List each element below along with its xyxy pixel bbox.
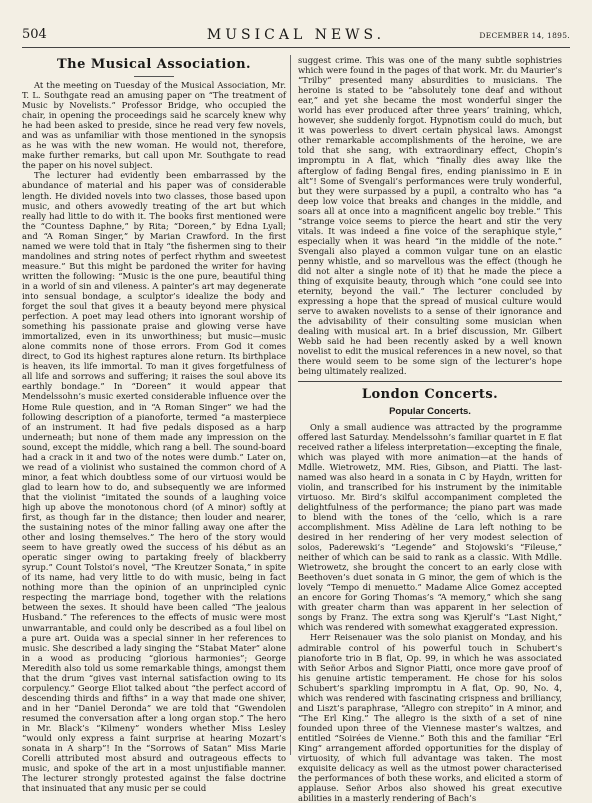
article-paragraph: At the meeting on Tuesday of the Musical Association, Mr. T. L. Southgate read an amusing paper on “The treatment of Music by Novelists.” Professor Bridge, who occupied the chair, in opening the proceedings said he scarcely knew why he had been asked to preside, since he read very few novels, and was as unfamiliar with those mentioned in the synopsis as he was with the new woman. He would not, therefore, make further remarks, but call upon Mr. Southgate to read the paper on his novel subject. <box>22 80 286 171</box>
article-continuation: suggest crime. This was one of the many subtle sophistries which were found in the pages of that work. Mr. du Maurier’s “Trilby” presented many absurdities to musicians. The heroine is stated to be “absolutely tone deaf and without ear,” and yet she became the most wonderful singer the world has ever produced after three years’ training, which, however, she suddenly forgot. Hypnotism could do much, but it was powerless to divert certain physical laws. Amongst other remarkable accomplishments of the heroine, we are told that she sang, with extraordinary effect, Chopin’s impromptu in A flat, which “finally dies away like the afterglow of fading Bengal fires, ending pianissimo in E in alt”! Some of Svengali’s performances were truly wonderful, but they were surpassed by a pupil, a contralto who has “a deep low voice that breaks and changes in the middle, and soars all at once into a magnificent angelic boy treble.” This “strange voice seems to pierce the heart and stir the very vitals. It was indeed a fine voice of the seraphique style,” especially when it was heard “in the middle of the note.” Svengali also played a common vulgar tune on an elastic penny whistle, and so marvellous was the effect (though he did not alter a single note of it) that he made the piece a thing of exquisite beauty, through which “one could see into eternity, beyond the vail.” The lecturer concluded by expressing a hope that the spread of musical culture would serve to awaken novelists to a sense of their ignorance and the advisability of their consulting some musician when dealing with musical art. In a brief discussion, Mr. Gilbert Webb said he had been recently asked by a well known novelist to edit the musical references in a new novel, so that there would seem to be some sign of the lecturer’s hope being ultimately realized. <box>298 55 562 377</box>
journal-title: MUSICAL NEWS. <box>206 27 386 43</box>
left-column <box>22 55 286 794</box>
article-paragraph: Herr Reisenauer was the solo pianist on Monday, and his admirable control of his powerful touch in Schubert’s pianoforte trio in B flat, Op. 99, in which he was associated with Señor Arbos and Signor Piatti, once more gave proof of his genuine artistic temperament. He chose for his solos Schubert’s sparkling impromptu in A flat, Op. 90, No. 4, which was rendered with fascinating crispness and brilliancy, and Liszt’s paraphrase, “Allegro con strepito” in A minor, and “The Erl King.” The allegro is the sixth of a set of nine founded upon three of the Viennese master’s waltzes, and entitled “Soirées de Vienne.” Both this and the familiar “Erl King” arrangement afforded opportunities for the display of virtuosity, of which full advantage was taken. The most exquisite delicacy as well as the utmost power characterised the performances of both these works, and elicited a storm of applause. Señor Arbos also showed his great executive abilities in a masterly rendering of Bach’s <box>298 632 562 803</box>
column-divider <box>290 55 291 755</box>
running-head <box>22 27 570 48</box>
subheading-divider <box>410 418 450 419</box>
article-paragraph: Only a small audience was attracted by the programme offered last Saturday. Mendelssohn’s familiar quartet in E flat received rather a lifeless interpretation—excepting the finale, which was played with more animation—at the hands of Mdlle. Wietrowetz, MM. Ries, Gibson, and Piatti. The last-named was also heard in a sonata in C by Haydn, written for violin, and transcribed for his instrument by the inimitable virtuoso. Mr. Bird’s skilful accompaniment completed the delightfulness of the performance; the piano part was made to blend with the tones of the ‘cello, which is a rare accomplishment. Miss Adèline de Lara left nothing to be desired in her rendering of her very modest selection of solos, Paderewski’s “Legende” and Stojowski’s “Fileuse,” neither of which can be said to rank as a classic. With Mdlle. Wietrowetz, she brought the concert to an early close with Beethoven’s duet sonata in G minor, the gem of which is the lovely “Tempo di menuetto.” Madame Alice Gomez accepted an encore for Goring Thomas’s “A memory,” which she sang with greater charm than was apparent in her selection of songs by Franz. The extra song was Kjerulf’s “Last Night,” which was rendered with somewhat exaggerated expression. <box>298 421 562 633</box>
article-paragraph: The lecturer had evidently been embarrassed by the abundance of material and his paper was of considerable length. He divided novels into two classes, those based upon music, and others avowedly treating of the art but which really had little to do with it. The books first mentioned were the “Countess Daphne,” by Rita; “Doreen,” by Edna Lyall; and “A Roman Singer,” by Marian Crawford. In the first named we were told that in Italy “the fishermen sing to their mandolines and string notes of perfect rhythm and sweetest measure.” But this might be pardoned the writer for having written the following: “Music is the one pure, beautiful thing in a world of sin and vileness. A painter’s art may degenerate into sensual bondage, a sculptor’s idealize the body and forget the soul that gives it a beauty beyond mere physical perfection. A poet may lead others into ignorant worship of something his passionate praise and glowing verse have immortalized, even in its unworthiness; but music—music alone commits none of those errors. From God it comes direct, to God its highest raptures alone return. Its birthplace is heaven, its life immortal. To man it gives forgetfulness of all life and sorrows and suffering; it raises the soul above its earthly bondage.” In “Doreen” it would appear that Mendelssohn’s music exerted considerable influence over the Home Rule question, and in “A Roman Singer” we had the following description of a pianoforte, termed “a masterpiece of an instrument. It had five pedals disposed as a harp underneath; but none of them made any impression on the sound, except the middle, which rang a bell. The sound-board had a crack in it and two of the notes were dumb.” Later on, we read of a violinist who sustained the common chord of A minor, a feat which doubtless some of our virtuosi would be glad to learn how to do, and subsequently we are informed that the violinist “imitated the sounds of a laughing voice high up above the monotonous chord (of A minor) softly at first, as though far in the distance; then louder and nearer, the sustaining notes of the minor falling away one after the other and losing themselves.” The hero of the story would seem to have greatly owed the success of his début as an operatic singer owing to partaking freely of blackberry syrup.” Count Tolstoi’s novel, “The Kreutzer Sonata,” in spite of its name, had very little to do with music, being in fact nothing more than the opinion of an unprincipled cynic respecting the marriage bond, together with the relations between the sexes. It should have been called “The jealous Husband.” The references to the effects of music were most unwarrantable, and could only be described as a foul libel on a pure art. Ouida was a special sinner in her references to music. She described a lady singing the “Stabat Mater” alone in a wood as producing “glorious harmonies”; George Meredith also told us some remarkable things, amongst them that the drum “gives vast internal satisfaction owing to its corpulency.” George Eliot talked about “the perfect accord of descending thirds and fifths” in a way that made one shiver, and in her “Daniel Deronda” we are told that “Gwendolen resumed the conversation after a long organ stop.” The hero in Mr. Black’s “Kilmeny” wonders whether Miss Lesley “would only express a faint surprise at hearing Mozart’s sonata in A sharp”! In the “Sorrows of Satan” Miss Marie Corelli attributed most absurd and outrageous effects to music, and spoke of the art in a most unjustifiable manner. The lecturer strongly protested against the false doctrine that insinuated that any music per se could <box>22 170 286 794</box>
london-concerts-heading: London Concerts. <box>361 386 499 402</box>
heading-divider <box>134 76 174 77</box>
musical-association-heading: The Musical Association. <box>56 57 252 72</box>
right-column <box>298 55 562 803</box>
popular-concerts-subheading: Popular Concerts. <box>389 405 471 417</box>
section-divider <box>298 381 562 382</box>
page-number: 504 <box>22 27 47 42</box>
issue-date: DECEMBER 14, 1895. <box>479 31 570 40</box>
